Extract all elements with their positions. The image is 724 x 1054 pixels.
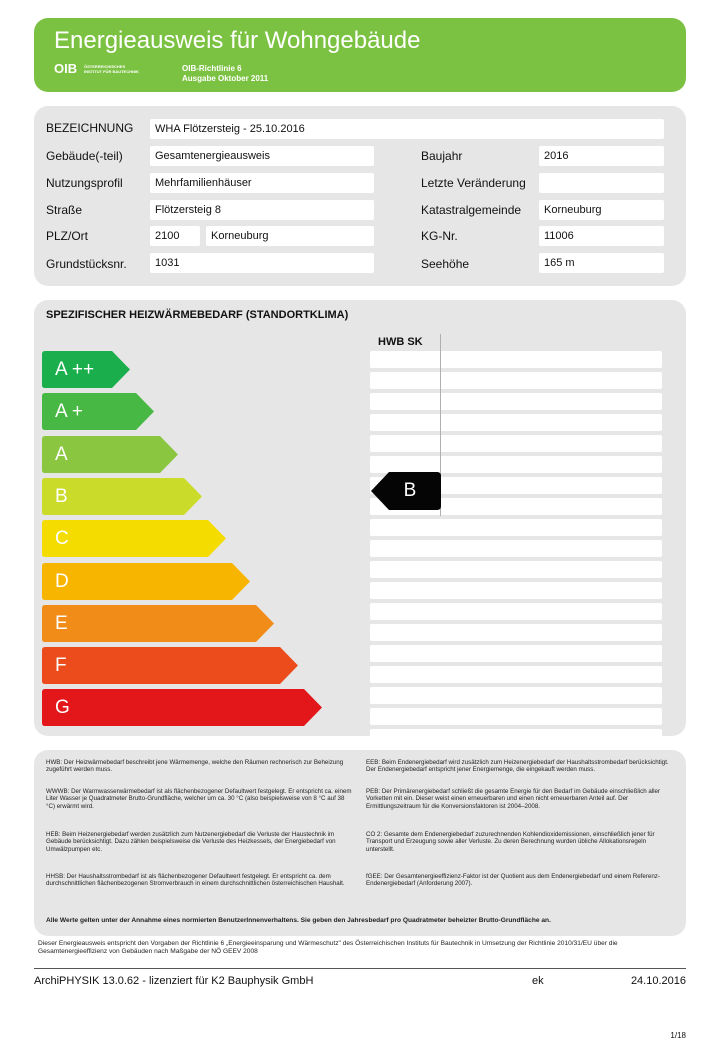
legend-hwb: HWB: Der Heizwärmebedarf beschreibt jene Wärmemenge, welche den Räumen rechnerisch zur Beheizung zugeführt werden muss. — [46, 759, 344, 774]
oib-logo — [54, 61, 78, 75]
seehoehe-field: 165 m — [539, 253, 664, 273]
rating-marker-label: B — [403, 480, 417, 501]
guideline-edition: Ausgabe Oktober 2011 — [182, 74, 269, 83]
legend-heb: HEB: Beim Heizenergiebedarf werden zusätzlich zum Nutzenergiebedarf die Verluste der Haustechnik im Gebäude berücksichtigt. Dazu zählen beispielsweise die Verluste des Heizkessels, der Energiebedarf von Umwälzpumpen etc. — [46, 831, 336, 853]
footer-software: ArchiPHYSIK 13.0.62 - lizenziert für K2 Bauphysik GmbH — [34, 975, 314, 987]
plz-field: 2100 — [150, 226, 200, 246]
energy-class-9 — [42, 689, 322, 726]
nutzung-label: Nutzungsprofil — [46, 176, 123, 190]
hwb-stripe — [370, 414, 662, 431]
energy-class-label: G — [55, 697, 70, 719]
footer-divider — [34, 968, 686, 969]
bezeichnung-field: WHA Flötzersteig - 25.10.2016 — [150, 119, 664, 139]
grundstueck-field: 1031 — [150, 253, 374, 273]
hwb-stripe — [370, 351, 662, 368]
bezeichnung-label: BEZEICHNUNG — [46, 121, 134, 135]
guideline-name: OIB-Richtlinie 6 — [182, 64, 242, 73]
energy-class-6 — [42, 563, 250, 600]
hwb-sk-column-header: HWB SK — [378, 336, 423, 348]
hwb-stripe — [370, 582, 662, 599]
legend-co2: CO 2: Gesamte dem Endenergiebedarf zuzurechnenden Kohlendioxidemissionen, einschließlich jener für Transport und Erzeugung sowie aller Verluste. Zu deren Berechnung wurden übliche Allokationsregeln unterstellt. — [366, 831, 655, 853]
guideline-info — [182, 64, 268, 84]
hwb-stripe — [370, 645, 662, 662]
gebaeude-field: Gesamtenergieausweis — [150, 146, 374, 166]
letzte-veraenderung-label: Letzte Veränderung — [421, 176, 526, 190]
hwb-stripe — [370, 708, 662, 725]
hwb-scale-panel — [34, 300, 686, 736]
building-info-panel — [34, 106, 686, 286]
directive-text: Dieser Energieausweis entspricht den Vorgaben der Richtlinie 6 „Energieeinsparung und Wärmeschutz" des Österreichischen Instituts für Bautechnik in Umsetzung der Richtlinie 2010/31/EU über die Gesamtenergieeffizienz von Gebäuden nach Maßgabe der NÖ GEEV 2008 — [38, 940, 618, 955]
header-banner — [34, 18, 686, 92]
energy-class-label: A — [55, 443, 68, 465]
legend-eeb: EEB: Beim Endenergiebedarf wird zusätzlich zum Heizenergiebedarf der Haushaltsstrombedarf berücksichtigt. Der Endenergiebedarf entspricht jener Energiemenge, die eingekauft werden muss. — [366, 759, 669, 774]
kg-nr-label: KG-Nr. — [421, 229, 458, 243]
energy-class-label: E — [55, 612, 68, 634]
footer-author: ek — [532, 975, 544, 987]
kg-nr-field: 11006 — [539, 226, 664, 246]
hwb-stripe — [370, 624, 662, 641]
legend-fgee: fGEE: Der Gesamtenergieeffizienz-Faktor ist der Quotient aus dem Endenergiebedarf und einem Referenz-Endenergiebedarf (Anforderung 2007). — [366, 873, 660, 888]
hwb-stripe — [370, 729, 662, 746]
baujahr-field: 2016 — [539, 146, 664, 166]
katastralgemeinde-label: Katastralgemeinde — [421, 203, 522, 217]
page-title: Energieausweis für Wohngebäude — [54, 27, 421, 54]
energy-class-label: A ++ — [55, 359, 95, 380]
legend-hhsb: HHSB: Der Haushaltsstrombedarf ist als flächenbezogener Defaultwert festgelegt. Er entspricht ca. dem durchschnittlichen flächenbezogenen Stromverbrauch in einem durchschnittlichen österreichischen Haushalt. — [46, 873, 345, 888]
energy-class-arrow — [42, 689, 322, 726]
hwb-stripe — [370, 540, 662, 557]
gebaeude-label: Gebäude(-teil) — [46, 149, 123, 163]
footer-date: 24.10.2016 — [630, 975, 686, 987]
energy-class-arrow — [42, 563, 250, 600]
energy-class-1 — [42, 351, 130, 388]
hwb-stripe — [370, 666, 662, 683]
seehoehe-label: Seehöhe — [421, 257, 470, 271]
hwb-stripe — [370, 603, 662, 620]
page-number: 1/18 — [670, 1031, 686, 1040]
energy-class-4 — [42, 478, 202, 515]
grundstueck-label: Grundstücksnr. — [46, 257, 127, 271]
strasse-label: Straße — [46, 203, 83, 217]
hwb-stripe — [370, 372, 662, 389]
energy-class-label: F — [55, 655, 67, 677]
strasse-field: Flötzersteig 8 — [150, 200, 374, 220]
energy-class-3 — [42, 436, 178, 473]
energy-class-2 — [42, 393, 154, 430]
oib-logo-text: OIB — [54, 61, 78, 75]
nutzung-field: Mehrfamilienhäuser — [150, 173, 374, 193]
hwb-stripe — [370, 687, 662, 704]
oib-subtitle: ÖSTERREICHISCHES INSTITUT FÜR BAUTECHNIK — [84, 64, 139, 74]
ort-field: Korneuburg — [206, 226, 374, 246]
energy-class-5 — [42, 520, 226, 557]
hwb-stripe — [370, 435, 662, 452]
katastralgemeinde-field: Korneuburg — [539, 200, 664, 220]
hwb-stripe — [370, 393, 662, 410]
legend-wwwb: WWWB: Der Warmwasserwärmebedarf ist als flächenbezogener Defaultwert festgelegt. Er entspricht ca. einem Liter Wasser je Quadratmeter Brutto-Grundfläche, welcher um ca. 30 °C (also beispielsweise von 8 °C auf 38 °C) erwärmt wird. — [46, 788, 352, 810]
legend-panel — [34, 750, 686, 936]
energy-class-8 — [42, 647, 298, 684]
hwb-stripe — [370, 519, 662, 536]
hwb-rating-marker — [371, 472, 441, 510]
letzte-veraenderung-field — [539, 173, 664, 193]
energy-class-label: C — [55, 528, 69, 550]
energy-class-7 — [42, 605, 274, 642]
legend-peb: PEB: Der Primärenergiebedarf schließt die gesamte Energie für den Bedarf im Gebäude einschließlich aller Vorketten mit ein. Dieser weist einen erneuerbaren und einen nicht erneuerbaren Anteil auf. Der Ermittlungszeitraum für die Konversionsfaktoren ist 2004–2008. — [366, 788, 661, 810]
energy-class-arrow — [42, 520, 226, 557]
energy-class-label: B — [55, 485, 68, 507]
energy-class-arrow — [42, 647, 298, 684]
baujahr-label: Baujahr — [421, 149, 463, 163]
hwb-stripe — [370, 456, 662, 473]
energy-class-label: D — [55, 570, 69, 592]
hwb-title: SPEZIFISCHER HEIZWÄRMEBEDARF (STANDORTKLIMA) — [46, 309, 349, 321]
energy-class-label: A + — [55, 401, 83, 423]
hwb-stripe — [370, 561, 662, 578]
plz-ort-label: PLZ/Ort — [46, 229, 89, 243]
energy-class-arrow — [42, 605, 274, 642]
legend-note: Alle Werte gelten unter der Annahme eines normierten BenutzerInnenverhaltens. Sie geben den Jahresbedarf pro Quadratmeter beheizter Brutto-Grundfläche an. — [46, 917, 551, 924]
